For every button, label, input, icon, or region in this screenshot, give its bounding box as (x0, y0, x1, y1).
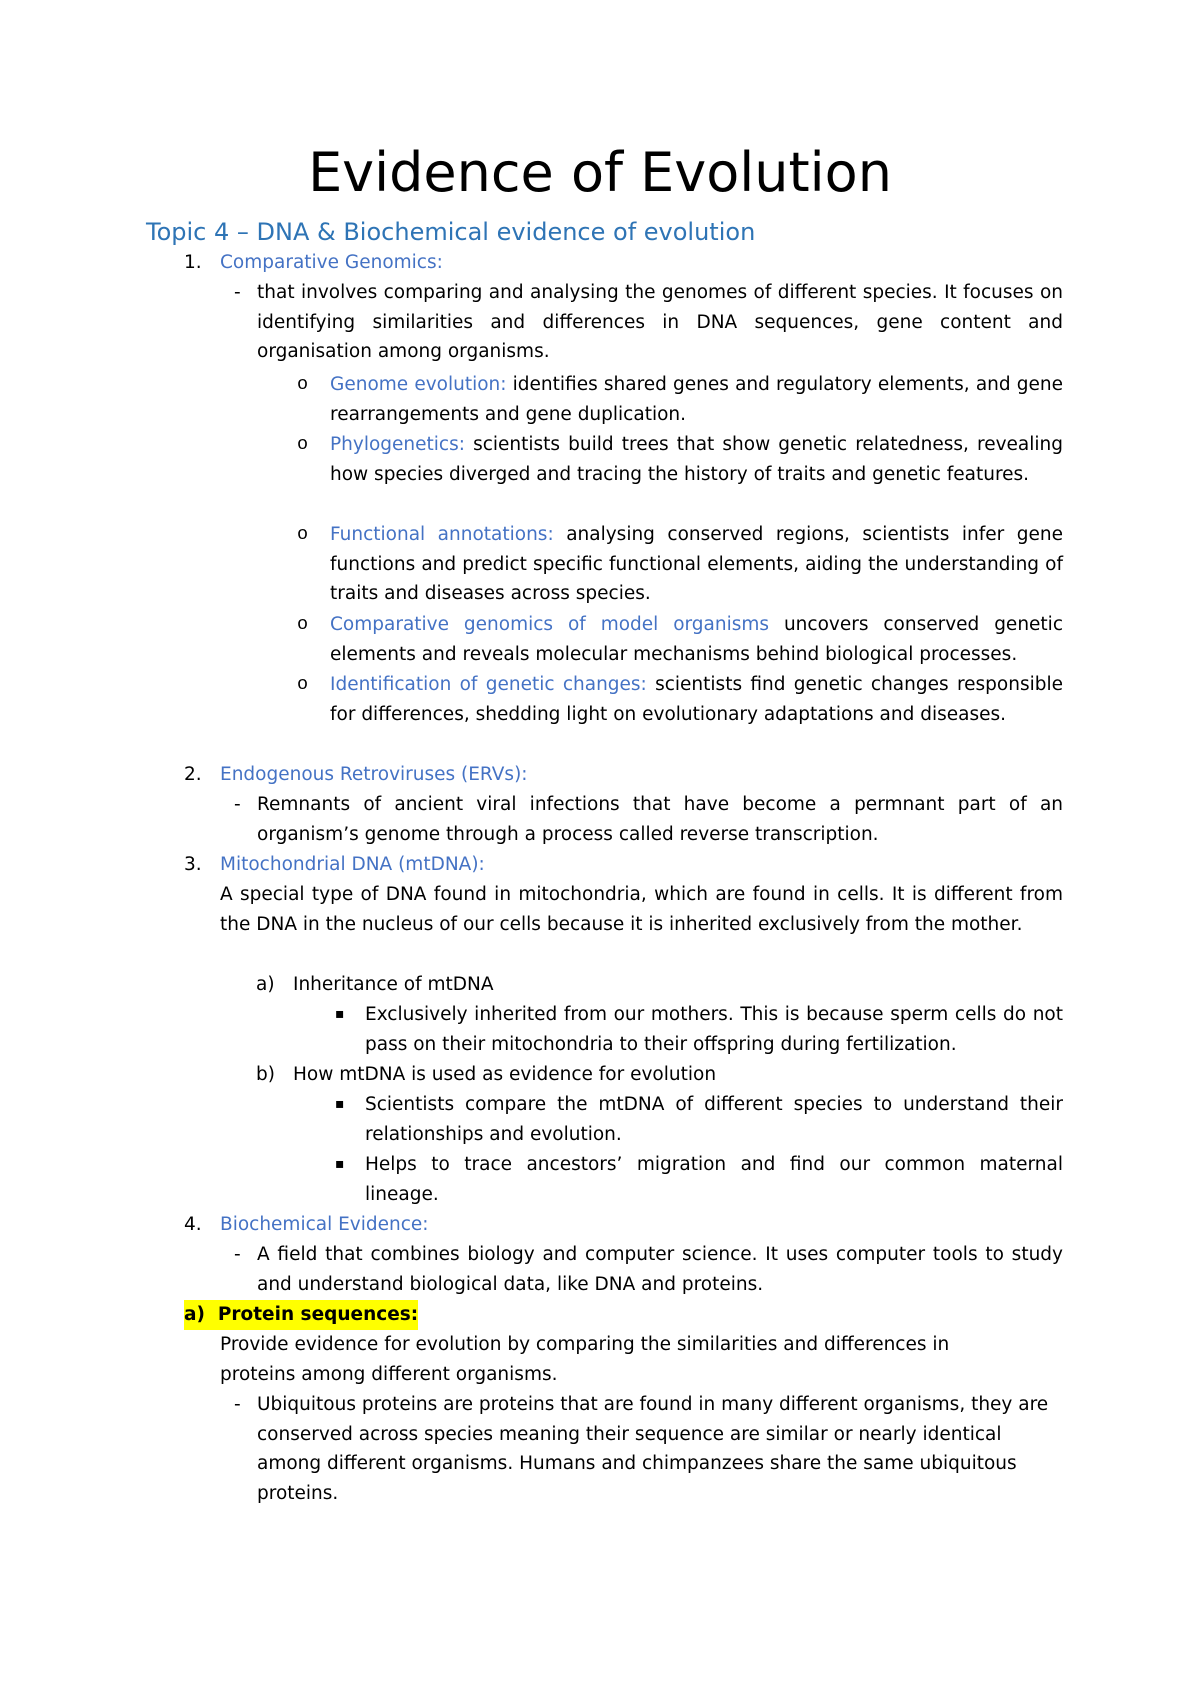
item-text: identifies shared genes and regulatory elements, and gene rearrangements and gene duplication. (330, 374, 1064, 425)
sub-title-b: How mtDNA is used as evidence for evolution (293, 1064, 717, 1085)
item-text: uncovers conserved genetic elements and reveals molecular mechanisms behind biological processes. (330, 614, 1063, 665)
section-4-number: 4. (184, 1214, 202, 1235)
list-item (330, 610, 1063, 669)
item-text: scientists build trees that show genetic relatedness, revealing how species diverged and tracing the history of traits and genetic features. (330, 434, 1063, 485)
section-3-intro: A special type of DNA found in mitochondria, which are found in cells. It is different from the DNA in the nucleus of our cells because it is inherited exclusively from the mother. (220, 884, 1063, 935)
item-text: scientists find genetic changes responsible for differences, shedding light on evolutionary adaptations and diseases. (330, 674, 1063, 725)
sub-point-a: Exclusively inherited from our mothers. This is because sperm cells do not pass on their mitochondria to their offspring during fertilization. (365, 1004, 1063, 1055)
item-label: Comparative genomics of model organisms (330, 614, 770, 635)
sub-point-b1: Scientists compare the mtDNA of different species to understand their relationships and evolution. (365, 1094, 1063, 1145)
topic-heading: Topic 4 – DNA & Biochemical evidence of evolution (146, 218, 756, 246)
bullet-circle: o (297, 434, 309, 455)
item-label: Functional annotations: (330, 524, 554, 545)
square-bullet: ▪ (335, 1096, 345, 1112)
bullet-circle: o (297, 524, 309, 545)
section-1-number: 1. (184, 252, 202, 273)
section-1-dash: - (234, 282, 241, 303)
section-2-heading: Endogenous Retroviruses (ERVs): (220, 764, 528, 785)
page-title: Evidence of Evolution (308, 141, 892, 204)
square-bullet: ▪ (335, 1156, 345, 1172)
item-label: Identification of genetic changes: (330, 674, 647, 695)
item-label: Genome evolution: (330, 374, 507, 395)
section-1-heading: Comparative Genomics: (220, 252, 443, 273)
list-item (330, 670, 1063, 729)
square-bullet: ▪ (335, 1006, 345, 1022)
protein-text: Ubiquitous proteins are proteins that are found in many different organisms, they are conserved across species meaning their sequence are similar or nearly identical among different organisms. Humans and chimpanzees share the same ubiquitous proteins. (257, 1394, 1049, 1504)
list-item (330, 520, 1063, 609)
section-1-intro: that involves comparing and analysing the genomes of different species. It focuses on identifying similarities and differences in DNA sequences, gene content and organisation among organisms. (257, 282, 1063, 363)
bullet-circle: o (297, 614, 309, 635)
item-label: Phylogenetics: (330, 434, 465, 455)
sub-label-a: a) (256, 974, 275, 995)
section-2-number: 2. (184, 764, 202, 785)
sub-label-b: b) (256, 1064, 275, 1085)
section-4-text: A field that combines biology and computer science. It uses computer tools to study and understand biological data, like DNA and proteins. (257, 1244, 1063, 1295)
bullet-circle: o (297, 374, 309, 395)
list-item (330, 370, 1063, 429)
section-2-dash: - (234, 794, 241, 815)
protein-dash: - (234, 1394, 241, 1415)
item-text: analysing conserved regions, scientists infer gene functions and predict specific functional elements, aiding the understanding of traits and diseases across species. (330, 524, 1063, 605)
section-3-number: 3. (184, 854, 202, 875)
protein-intro: Provide evidence for evolution by comparing the similarities and differences in proteins among different organisms. (220, 1334, 950, 1385)
sub-title-a: Inheritance of mtDNA (293, 974, 494, 995)
list-item (330, 430, 1063, 489)
protein-sequences-label: a) Protein sequences: (184, 1300, 418, 1330)
section-4-heading: Biochemical Evidence: (220, 1214, 429, 1235)
bullet-circle: o (297, 674, 309, 695)
sub-point-b2: Helps to trace ancestors’ migration and find our common maternal lineage. (365, 1154, 1063, 1205)
section-3-heading: Mitochondrial DNA (mtDNA): (220, 854, 485, 875)
section-2-text: Remnants of ancient viral infections that have become a permnant part of an organism’s genome through a process called reverse transcription. (257, 794, 1063, 845)
section-4-dash: - (234, 1244, 241, 1265)
